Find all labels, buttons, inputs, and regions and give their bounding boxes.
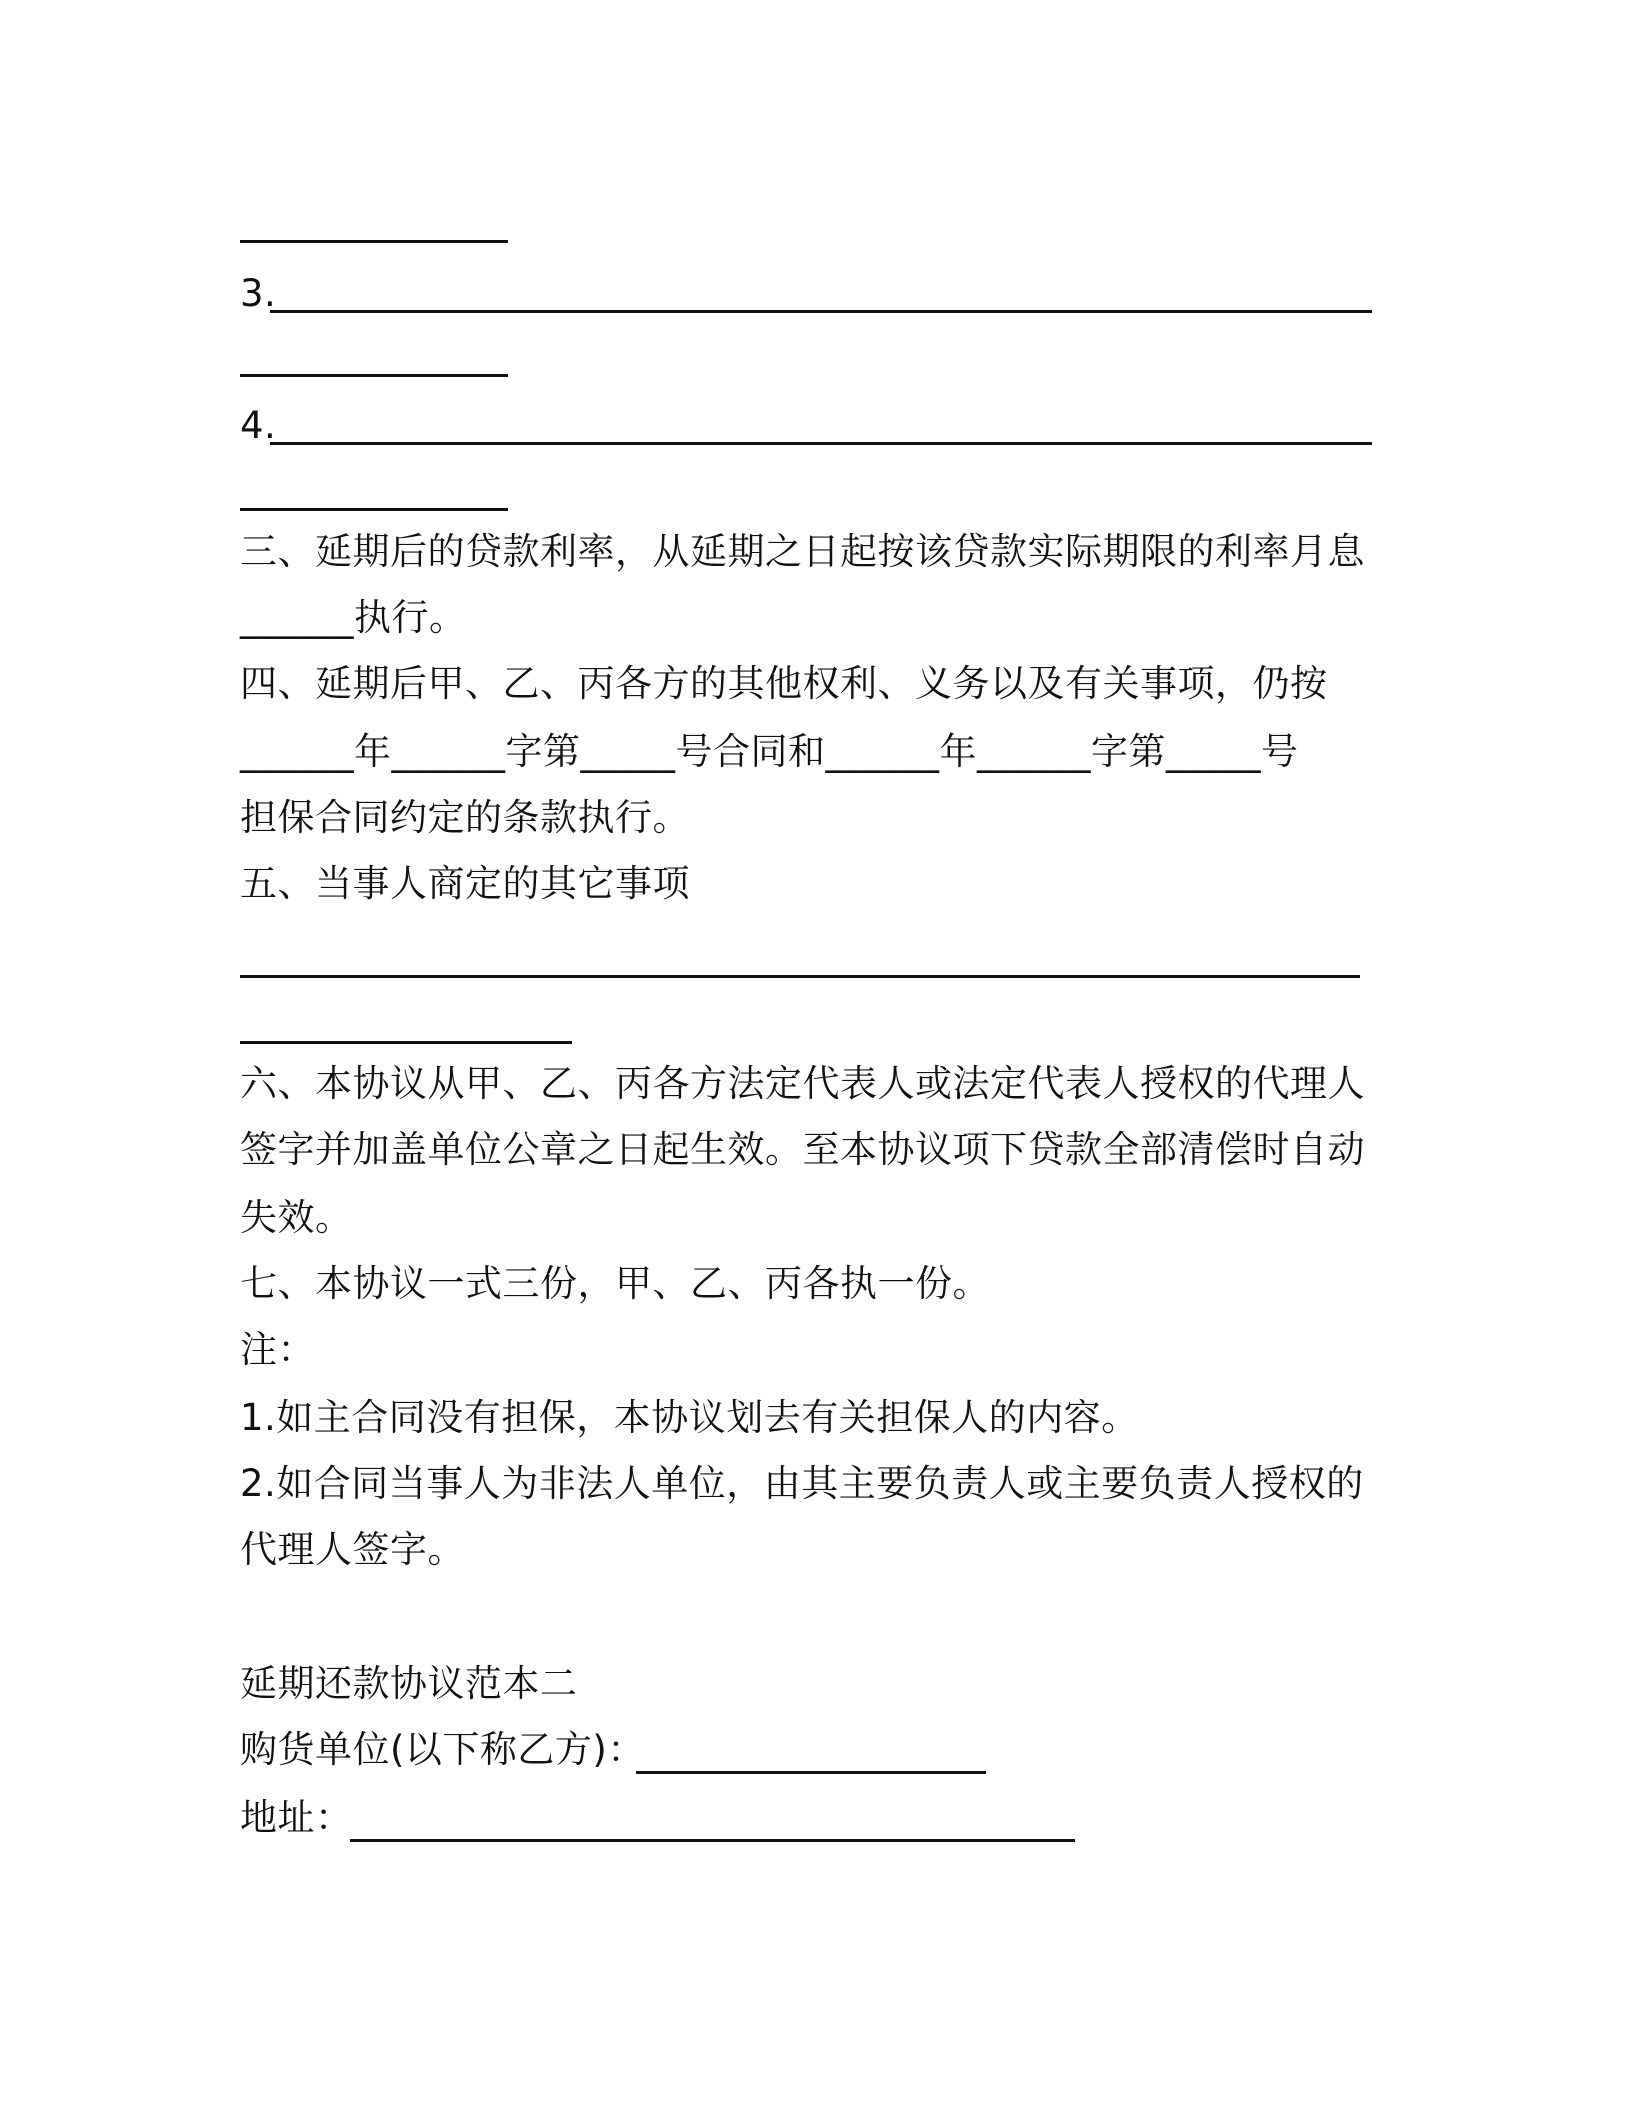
fill-in-blank xyxy=(636,1771,986,1774)
fill-in-blank xyxy=(350,1839,1075,1842)
clause-4-text: 担保合同约定的条款执行。 xyxy=(240,796,690,839)
fill-in-blank xyxy=(240,1041,572,1044)
buyer-label: 购货单位(以下称乙方)： xyxy=(240,1728,645,1771)
fill-in-blank xyxy=(270,310,1372,313)
address-label: 地址： xyxy=(240,1796,353,1839)
clause-7-text: 七、本协议一式三份，甲、乙、丙各执一份。 xyxy=(240,1262,990,1305)
clause-6-text: 签字并加盖单位公章之日起生效。至本协议项下贷款全部清偿时自动 xyxy=(240,1128,1365,1171)
note-label: 注： xyxy=(240,1328,315,1371)
note-item: 代理人签字。 xyxy=(240,1528,465,1571)
section-title: 延期还款协议范本二 xyxy=(240,1662,578,1705)
list-item-4: 4. xyxy=(240,404,277,447)
clause-3-text: ______执行。 xyxy=(240,596,467,639)
clause-4-text: ______年______字第_____号合同和______年______字第_____号 xyxy=(240,730,1299,773)
clause-4-text: 四、延期后甲、乙、丙各方的其他权利、义务以及有关事项，仍按 xyxy=(240,662,1328,705)
fill-in-blank xyxy=(270,442,1372,445)
fill-in-blank xyxy=(240,374,508,377)
note-item: 2.如合同当事人为非法人单位，由其主要负责人或主要负责人授权的 xyxy=(240,1462,1364,1505)
fill-in-blank xyxy=(240,240,508,243)
clause-3-text: 三、延期后的贷款利率，从延期之日起按该贷款实际期限的利率月息 xyxy=(240,530,1365,573)
clause-6-text: 失效。 xyxy=(240,1196,353,1239)
list-item-3: 3. xyxy=(240,272,277,315)
fill-in-blank xyxy=(240,975,1360,978)
fill-in-blank xyxy=(240,508,508,511)
clause-6-text: 六、本协议从甲、乙、丙各方法定代表人或法定代表人授权的代理人 xyxy=(240,1062,1365,1105)
clause-5-text: 五、当事人商定的其它事项 xyxy=(240,862,690,905)
note-item: 1.如主合同没有担保，本协议划去有关担保人的内容。 xyxy=(240,1396,1139,1439)
